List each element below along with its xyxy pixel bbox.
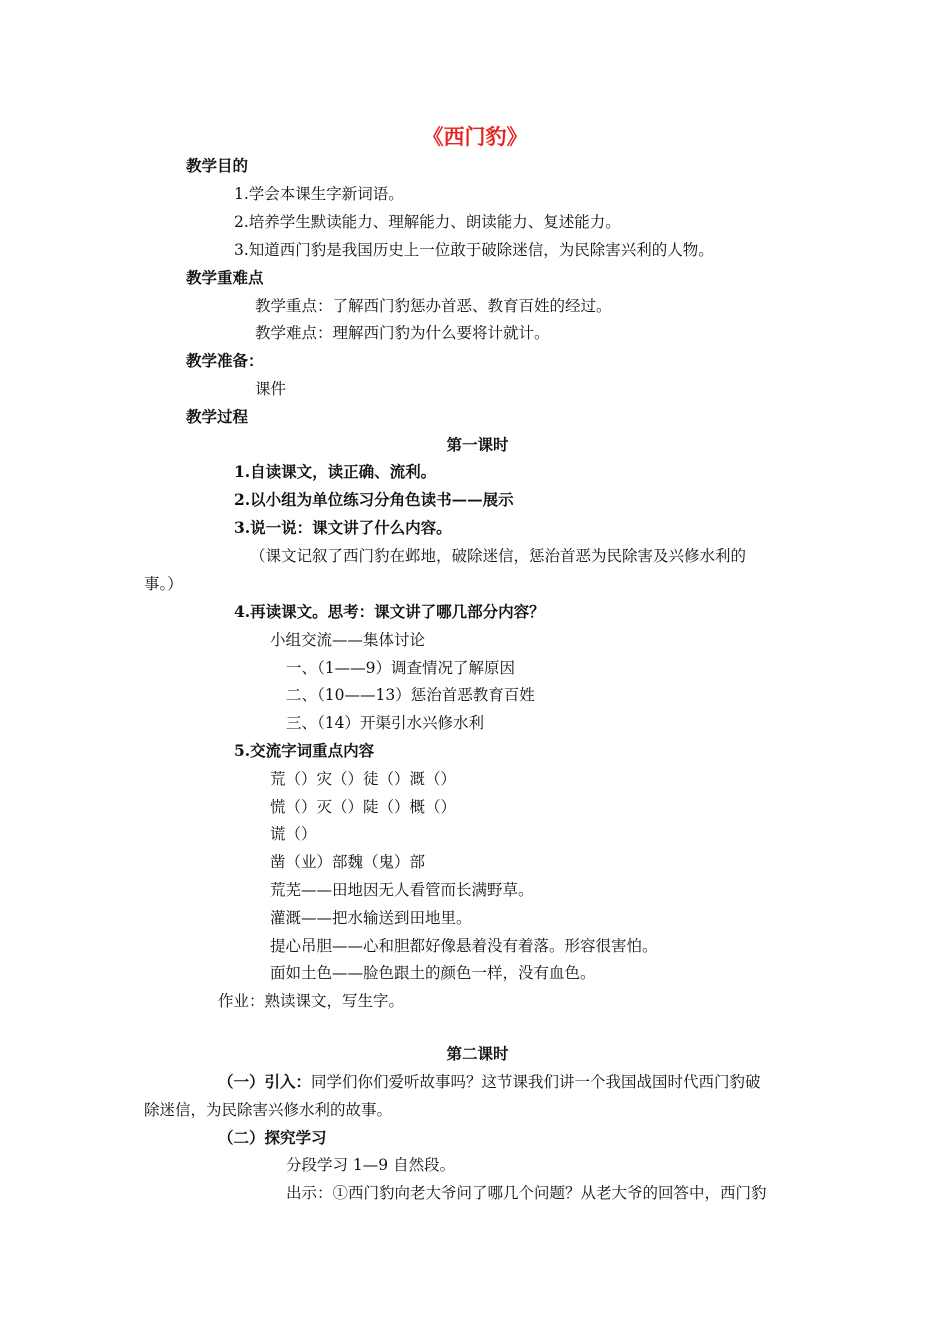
lesson1-chars: 凿（业）部魏（鬼）部	[270, 853, 426, 871]
lesson1-step3: 3.说一说：课文讲了什么内容。	[234, 518, 452, 537]
prep-content: 课件	[255, 380, 287, 398]
lesson1-homework: 作业：熟读课文，写生字。	[218, 992, 405, 1010]
lesson1-step1: 1.自读课文，读正确、流利。	[234, 462, 437, 481]
lesson1-chars: 谎（）	[270, 825, 317, 843]
key-difficulty: 教学难点：理解西门豹为什么要将计就计。	[255, 324, 550, 342]
lesson1-part: 二、（10——13）惩治首恶教育百姓	[286, 686, 535, 704]
lesson1-chars: 荒（）灾（）徒（）溉（）	[270, 770, 457, 788]
lesson2-explore-line: 分段学习 1—9 自然段。	[286, 1156, 456, 1174]
goal-item: 3.知道西门豹是我国历史上一位敢于破除迷信，为民除害兴利的人物。	[234, 241, 714, 259]
lesson2-heading: 第二课时	[446, 1044, 509, 1063]
lesson1-summary-cont: 事。）	[144, 575, 183, 593]
lesson1-chars: 慌（）灭（）陡（）概（）	[270, 798, 457, 816]
goal-item: 2.培养学生默读能力、理解能力、朗读能力、复述能力。	[234, 213, 621, 231]
lesson2-explore-line: 出示：①西门豹向老大爷问了哪几个问题？从老大爷的回答中，西门豹	[286, 1184, 767, 1202]
goal-heading: 教学目的	[186, 156, 249, 175]
lesson1-summary: （课文记叙了西门豹在邺地，破除迷信，惩治首恶为民除害及兴修水利的	[250, 547, 747, 565]
lesson2-intro-label: （一）引入：	[218, 1072, 312, 1091]
lesson1-word: 灌溉——把水输送到田地里。	[270, 909, 472, 927]
lesson2-explore-heading: （二）探究学习	[218, 1128, 327, 1147]
key-heading: 教学重难点	[186, 268, 264, 287]
lesson1-part: 三、（14）开渠引水兴修水利	[286, 714, 484, 732]
lesson1-word: 荒芜——田地因无人看管而长满野草。	[270, 881, 534, 899]
goal-item: 1.学会本课生字新词语。	[234, 185, 404, 203]
lesson1-group: 小组交流——集体讨论	[270, 631, 426, 649]
lesson1-word: 提心吊胆——心和胆都好像悬着没有着落。形容很害怕。	[270, 937, 658, 955]
key-focus: 教学重点：了解西门豹惩办首恶、教育百姓的经过。	[255, 297, 612, 315]
lesson2-intro	[218, 1072, 761, 1092]
lesson1-step4: 4.再读课文。思考：课文讲了哪几部分内容？	[234, 602, 545, 621]
lesson1-heading: 第一课时	[446, 435, 509, 454]
lesson2-intro-text: 同学们你们爱听故事吗？这节课我们讲一个我国战国时代西门豹破	[311, 1073, 761, 1091]
process-heading: 教学过程	[186, 407, 249, 426]
lesson1-step5: 5.交流字词重点内容	[234, 741, 375, 760]
lesson1-step2: 2.以小组为单位练习分角色读书——展示	[234, 490, 514, 509]
lesson2-intro-cont: 除迷信，为民除害兴修水利的故事。	[144, 1101, 393, 1119]
lesson1-part: 一、（1——9）调查情况了解原因	[286, 659, 515, 677]
lesson1-word: 面如土色——脸色跟土的颜色一样，没有血色。	[270, 964, 596, 982]
prep-heading: 教学准备：	[186, 351, 264, 370]
document-title: 《西门豹》	[422, 124, 528, 149]
